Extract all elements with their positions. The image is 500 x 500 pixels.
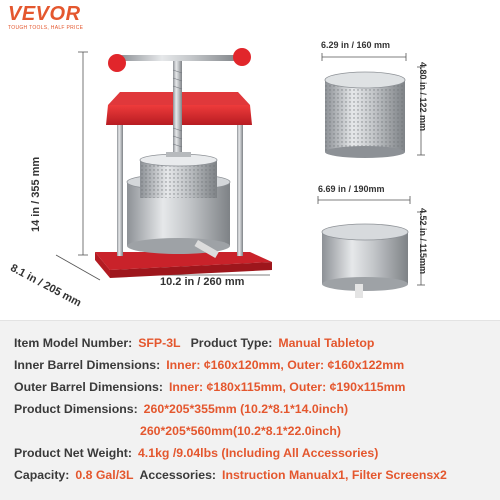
spec-row-inner-barrel [14, 355, 410, 375]
spec-row-weight [14, 443, 384, 463]
inner-height-label: 4.80 in / 122 mm [418, 62, 428, 132]
inner-barrel-value: Inner: ¢160x120mm, Outer: ¢160x122mm [166, 358, 405, 372]
filter-basket-image [325, 72, 405, 158]
model-label: Item Model Number: [14, 336, 133, 350]
brand-tagline: TOUGH TOOLS, HALF PRICE [8, 25, 84, 31]
accessories-value: Instruction Manualx1, Filter Screensx2 [222, 468, 447, 482]
handle-knob-left [108, 54, 126, 72]
capacity-value: 0.8 Gal/3L [75, 468, 134, 482]
screw-rod [173, 58, 182, 168]
type-label: Product Type: [190, 336, 273, 350]
accessories-label: Accessories: [139, 468, 217, 482]
spec-row-model [14, 333, 380, 353]
width-dimension-label: 10.2 in / 260 mm [160, 276, 245, 288]
weight-value: 4.1kg /9.04lbs (Including All Accessories) [137, 446, 379, 460]
depth-dimension-label: 8.1 in / 205 mm [8, 262, 84, 310]
right-column [237, 108, 243, 256]
outer-height-label: 4.52 in / 115mm [418, 208, 428, 275]
spec-row-product-dimensions [14, 399, 354, 419]
handle-knob-right [233, 48, 251, 66]
product-dimensions-value-2: 260*205*560mm(10.2*8.1*22.0inch) [140, 424, 341, 438]
t-handle [120, 55, 240, 61]
capacity-label: Capacity: [14, 468, 70, 482]
product-dimensions-value-1: 260*205*355mm (10.2*8.1*14.0inch) [143, 402, 349, 416]
spec-row-product-dimensions-2 [140, 421, 347, 441]
spec-panel [0, 320, 500, 500]
product-dimensions-label: Product Dimensions: [14, 402, 138, 416]
weight-label: Product Net Weight: [14, 446, 132, 460]
left-column [117, 108, 123, 256]
inner-diameter-label: 6.29 in / 160 mm [321, 40, 391, 50]
inner-basket [140, 152, 217, 198]
brand-name: VEVOR [8, 3, 81, 25]
model-value: SFP-3L [138, 336, 181, 350]
type-value: Manual Tabletop [278, 336, 375, 350]
inner-barrel-label: Inner Barrel Dimensions: [14, 358, 161, 372]
outer-barrel-image [322, 224, 408, 298]
spec-row-capacity [14, 465, 453, 485]
height-dimension-label: 14 in / 355 mm [30, 156, 42, 232]
outer-diameter-label: 6.69 in / 190mm [318, 184, 385, 194]
outer-barrel-label: Outer Barrel Dimensions: [14, 380, 163, 394]
spec-row-outer-barrel [14, 377, 412, 397]
outer-barrel-value: Inner: ¢180x115mm, Outer: ¢190x115mm [168, 380, 406, 394]
